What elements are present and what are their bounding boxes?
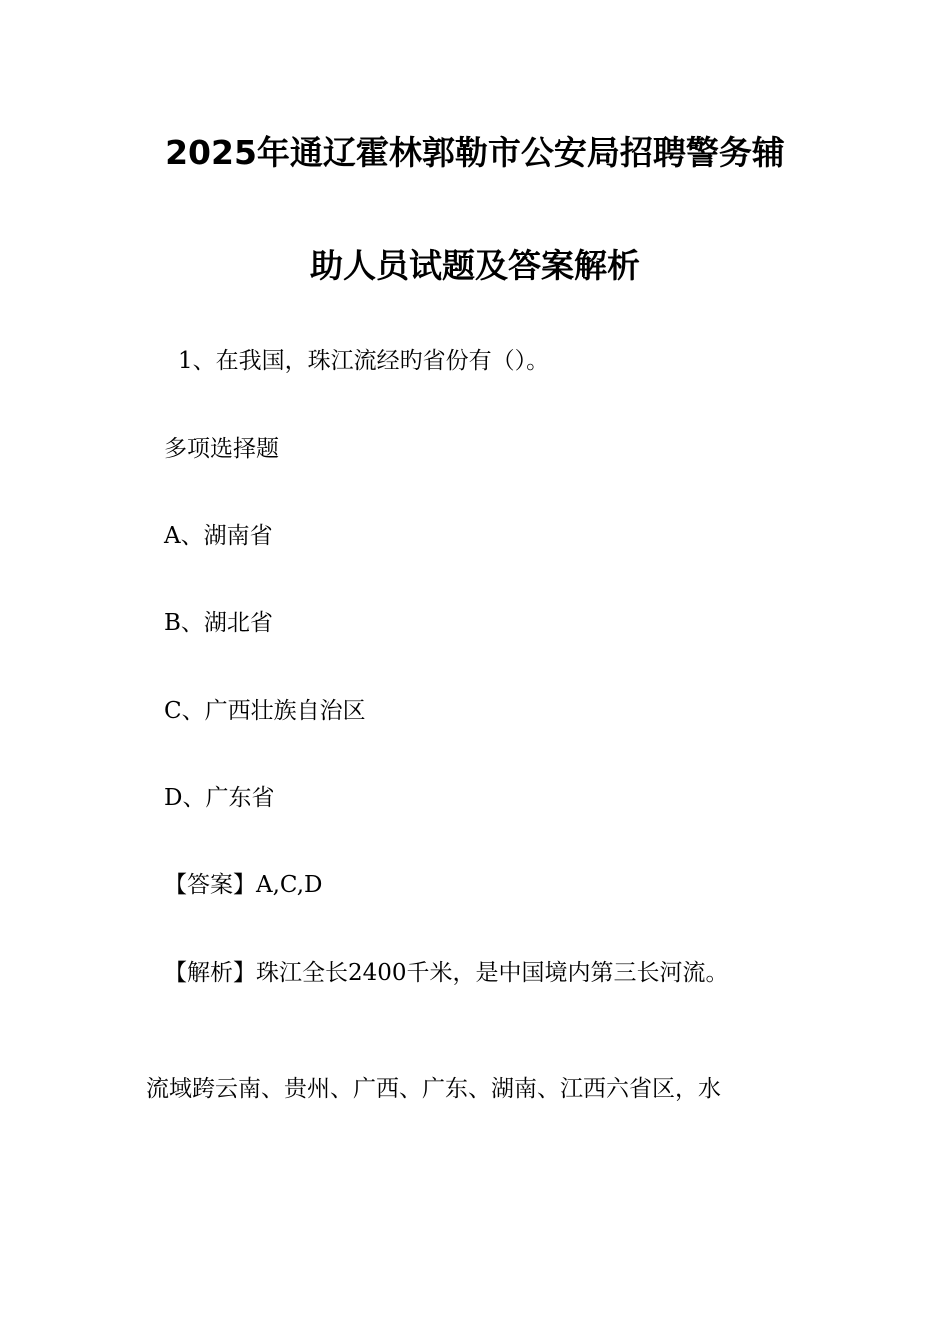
option-d: D、广东省 xyxy=(164,785,275,811)
option-c: C、广西壮族自治区 xyxy=(164,698,366,724)
option-a: A、湖南省 xyxy=(164,523,273,549)
analysis-text-line-1: 【解析】珠江全长2400千米，是中国境内第三长河流。 xyxy=(164,960,729,986)
question-stem: 1、在我国，珠江流经旳省份有（）。 xyxy=(178,348,550,374)
question-type: 多项选择题 xyxy=(164,436,279,462)
document-title-line-1: 2025年通辽霍林郭勒市公安局招聘警务辅 xyxy=(165,133,785,172)
document-title-line-2: 助人员试题及答案解析 xyxy=(310,246,640,285)
answer-text: 【答案】A,C,D xyxy=(164,872,323,898)
analysis-text-line-2: 流域跨云南、贵州、广西、广东、湖南、江西六省区，水 xyxy=(146,1076,721,1102)
option-b: B、湖北省 xyxy=(164,610,273,636)
